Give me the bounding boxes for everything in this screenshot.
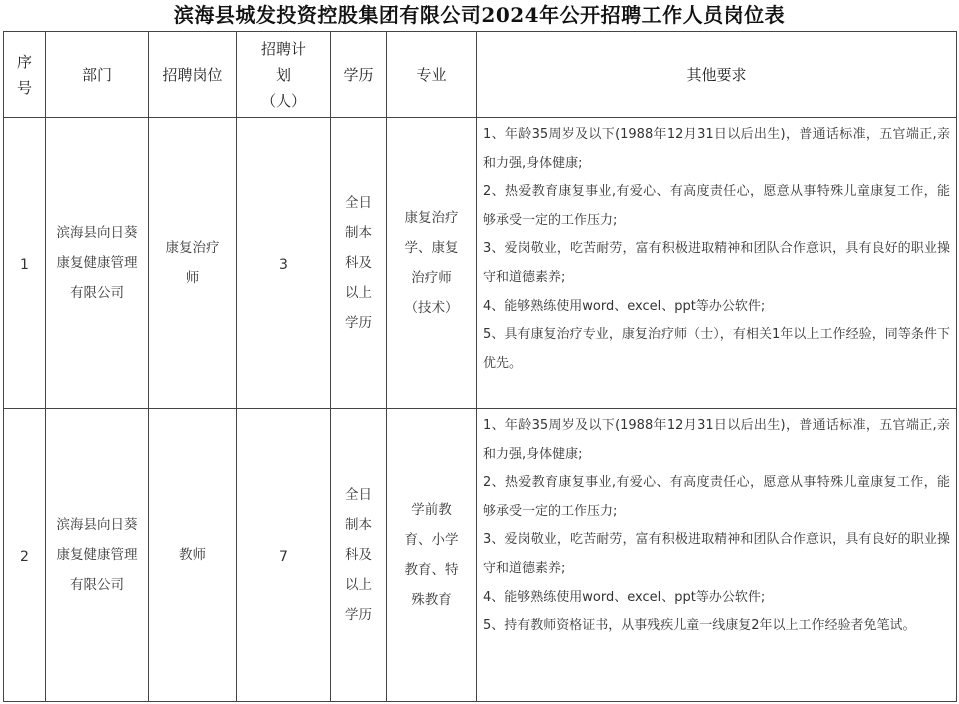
page-title: 滨海县城发投资控股集团有限公司2024年公开招聘工作人员岗位表 xyxy=(173,3,786,27)
cell-requirements xyxy=(477,118,957,409)
cell-plan xyxy=(237,118,331,409)
header-cell-post xyxy=(149,32,237,118)
education-requirement: 全日制本科及以上学历 xyxy=(345,195,372,331)
header-other-label: 其他要求 xyxy=(686,65,747,84)
post-name: 教师 xyxy=(179,547,206,563)
requirement-item: 5、具有康复治疗专业，康复治疗师（士），有相关1年以上工作经验，同等条件下优先。 xyxy=(483,327,950,371)
cell-major xyxy=(387,118,477,409)
major-requirement: 康复治疗学、康复治疗师（技术） xyxy=(404,210,459,316)
cell-edu xyxy=(331,118,387,409)
cell-post xyxy=(149,118,237,409)
table-row xyxy=(4,118,957,409)
plan-count: 3 xyxy=(279,256,288,273)
cell-requirements xyxy=(477,409,957,702)
education-requirement: 全日制本科及以上学历 xyxy=(345,487,372,623)
header-cell-other xyxy=(477,32,957,118)
requirement-item: 2、热爱教育康复事业,有爱心、有高度责任心，愿意从事特殊儿童康复工作，能够承受一定的工作压力; xyxy=(483,184,950,228)
header-plan-label: 招聘计划（人） xyxy=(260,39,306,110)
plan-count: 7 xyxy=(279,548,288,565)
header-edu-label: 学历 xyxy=(343,65,374,84)
cell-plan xyxy=(237,409,331,702)
post-name: 康复治疗师 xyxy=(165,240,220,286)
requirement-item: 4、能够熟练使用word、excel、ppt等办公软件; xyxy=(483,589,766,605)
requirement-item: 4、能够熟练使用word、excel、ppt等办公软件; xyxy=(483,298,766,314)
header-major-label: 专业 xyxy=(416,65,447,84)
header-cell-plan xyxy=(237,32,331,118)
requirement-item: 2、热爱教育康复事业,有爱心、有高度责任心，愿意从事特殊儿童康复工作，能够承受一定的工作压力; xyxy=(483,475,950,519)
cell-major xyxy=(387,409,477,702)
requirement-item: 5、持有教师资格证书，从事残疾儿童一线康复2年以上工作经验者免笔试。 xyxy=(483,618,916,634)
row-number: 1 xyxy=(20,256,29,273)
cell-edu xyxy=(331,409,387,702)
cell-no xyxy=(4,118,46,409)
recruitment-table xyxy=(3,31,957,702)
header-no-label: 序号 xyxy=(16,52,32,97)
cell-dept xyxy=(46,118,149,409)
requirements-list xyxy=(477,118,956,378)
requirement-item: 3、爱岗敬业，吃苦耐劳，富有积极进取精神和团队合作意识，具有良好的职业操守和道德素养; xyxy=(483,241,950,285)
header-cell-major xyxy=(387,32,477,118)
department-name: 滨海县向日葵康复健康管理有限公司 xyxy=(56,517,138,593)
requirements-list xyxy=(477,409,956,641)
cell-dept xyxy=(46,409,149,702)
header-dept-label: 部门 xyxy=(81,65,112,84)
row-number: 2 xyxy=(20,548,29,565)
requirement-item: 1、年龄35周岁及以下(1988年12月31日以后出生)，普通话标准，五官端正,亲和力强,身体健康; xyxy=(483,127,950,171)
table-row xyxy=(4,409,957,702)
header-cell-no xyxy=(4,32,46,118)
department-name: 滨海县向日葵康复健康管理有限公司 xyxy=(56,225,138,301)
header-cell-edu xyxy=(331,32,387,118)
cell-post xyxy=(149,409,237,702)
table-header-row xyxy=(4,32,957,118)
major-requirement: 学前教育、小学教育、特殊教育 xyxy=(404,502,459,608)
cell-no xyxy=(4,409,46,702)
header-cell-dept xyxy=(46,32,149,118)
requirement-item: 3、爱岗敬业，吃苦耐劳，富有积极进取精神和团队合作意识，具有良好的职业操守和道德素养; xyxy=(483,532,950,576)
header-post-label: 招聘岗位 xyxy=(162,65,223,84)
requirement-item: 1、年龄35周岁及以下(1988年12月31日以后出生)，普通话标准，五官端正,亲和力强,身体健康; xyxy=(483,418,950,462)
